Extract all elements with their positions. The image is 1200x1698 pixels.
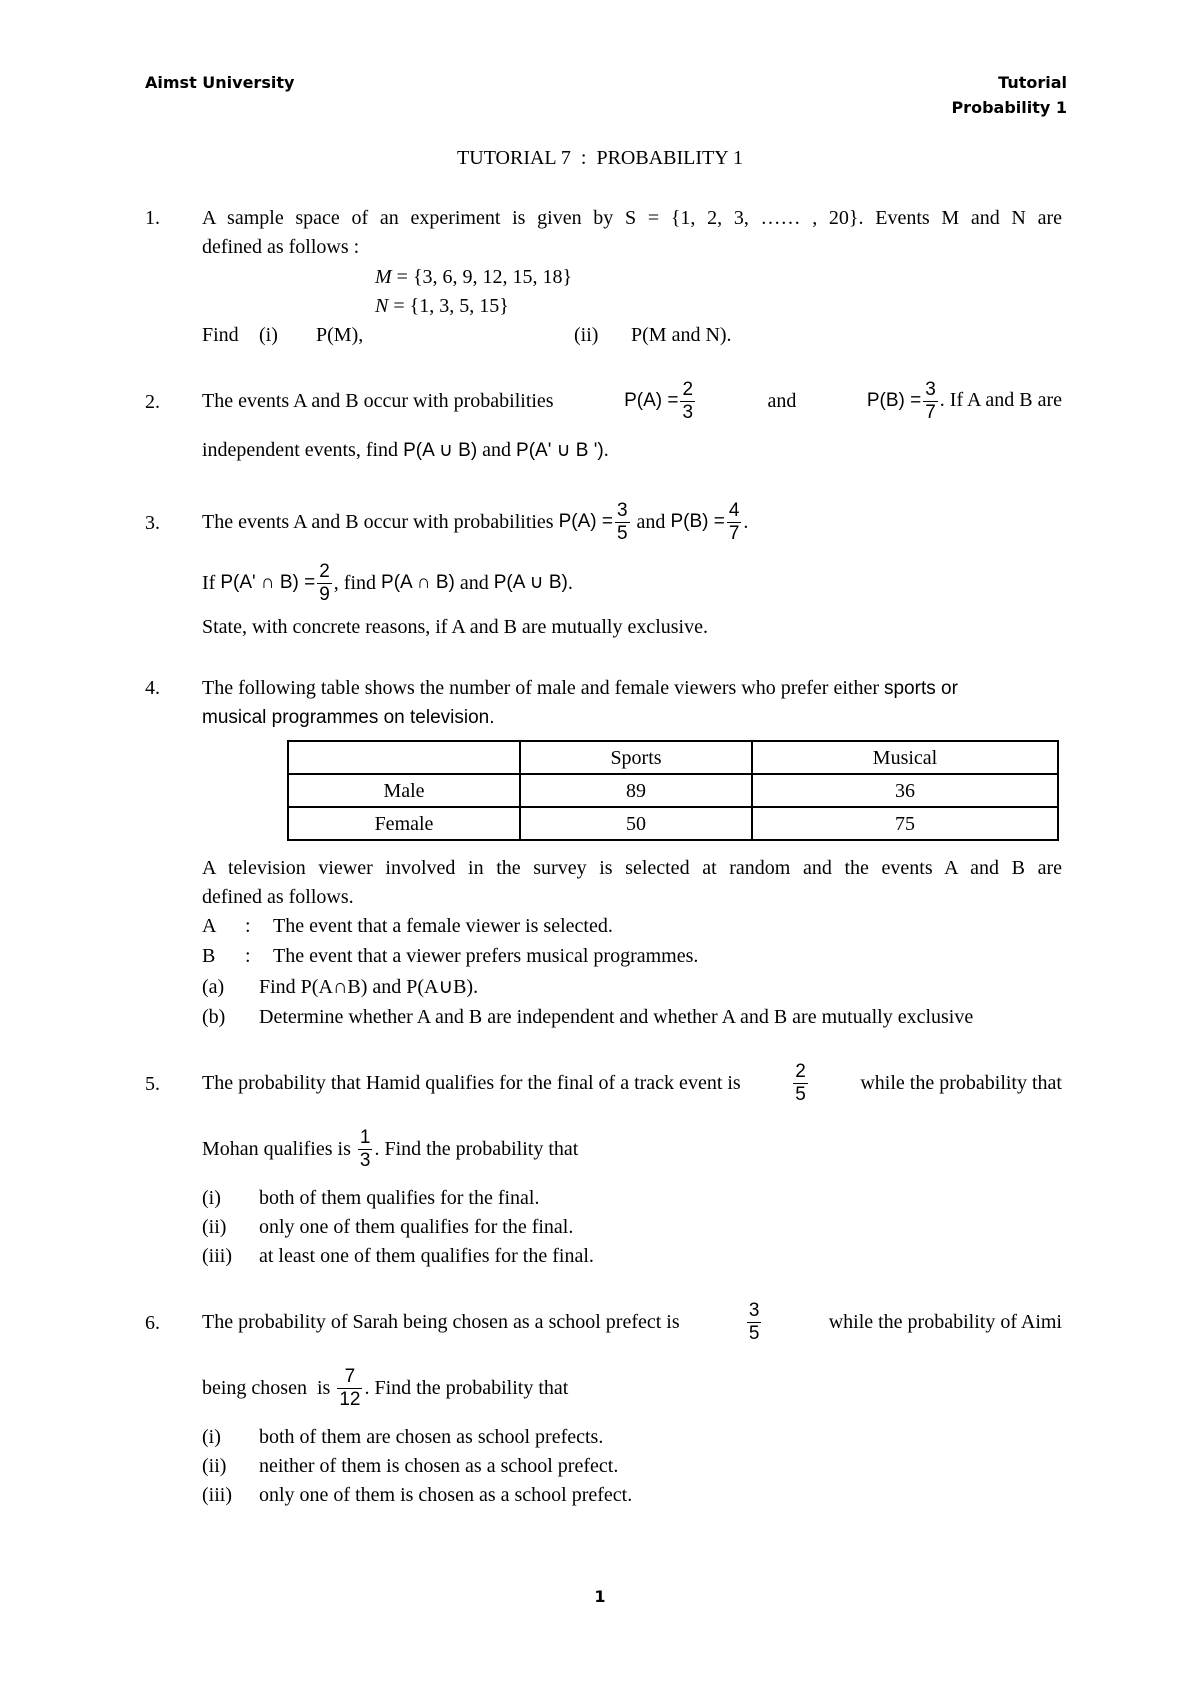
question-text: defined as follows. — [202, 886, 354, 908]
numerator: 2 — [795, 1060, 806, 1082]
event-definition: The event that a viewer prefers musical programmes. — [273, 945, 699, 967]
question-text: and — [636, 511, 666, 533]
denominator: 5 — [795, 1083, 806, 1105]
math-text: P(A' ∩ B) = — [220, 571, 316, 593]
question-text: being chosen is — [202, 1377, 331, 1399]
part-label: (ii) — [202, 1216, 227, 1238]
question-text: . — [603, 439, 609, 461]
part-label: (i) — [202, 1187, 221, 1209]
fraction — [747, 1300, 762, 1345]
question-text: If — [202, 572, 216, 594]
part-text: only one of them is chosen as a school prefect. — [259, 1484, 633, 1506]
fraction — [727, 500, 742, 545]
question-text: A sample space of an experiment is given by S = {1, 2, 3, …… , 20}. Events M and N are — [202, 207, 1062, 229]
table-header-cell: Musical — [752, 741, 1058, 774]
question-text: and — [459, 572, 489, 594]
denominator: 3 — [682, 401, 694, 423]
part-label: (iii) — [202, 1245, 232, 1267]
part-label: (ii) — [202, 1455, 227, 1477]
part-label: (b) — [202, 1006, 226, 1028]
set-m — [375, 264, 572, 290]
question-text: and — [482, 439, 512, 461]
question-text: while the probability that — [860, 1072, 1062, 1094]
numerator: 3 — [748, 1299, 760, 1321]
part-text: both of them qualifies for the final. — [259, 1187, 540, 1209]
table-header-cell: Sports — [520, 741, 752, 774]
part-label: (i) — [202, 1426, 221, 1448]
fraction — [317, 561, 332, 606]
fraction — [358, 1127, 373, 1172]
numerator: 7 — [337, 1366, 362, 1389]
part-text: P(M), — [316, 324, 364, 346]
question-line — [202, 1294, 1062, 1350]
event-label: B — [202, 945, 216, 967]
denominator: 9 — [319, 583, 330, 605]
math-text: P(A ∩ B) — [381, 571, 455, 593]
question-text: The events A and B occur with probabilities — [202, 390, 554, 412]
fraction — [680, 379, 695, 424]
question-text: State, with concrete reasons, if A and B are mutually exclusive. — [202, 616, 708, 638]
question-text: The probability that Hamid qualifies for the final of a track event is — [202, 1072, 741, 1094]
part-label: (a) — [202, 976, 225, 998]
part-label: (i) — [259, 324, 278, 346]
math-text: P(A) = — [624, 389, 679, 411]
math-text: P(A ∪ B) — [493, 571, 568, 593]
part-text: Find P(A∩B) and P(A∪B). — [259, 976, 479, 998]
question-text: while the probability of Aimi — [828, 1311, 1062, 1333]
question-line — [202, 373, 1062, 429]
set-variable: M — [375, 266, 392, 288]
numerator: 3 — [616, 499, 628, 521]
question-text: sports or — [883, 678, 958, 699]
set-elements: = {1, 3, 5, 15} — [388, 295, 509, 317]
event-label: A — [202, 915, 217, 937]
question-text: . — [567, 572, 573, 594]
question-text: Mohan qualifies is — [202, 1138, 351, 1160]
question-text: , find — [333, 572, 377, 594]
question-text: The events A and B occur with probabilities — [202, 511, 554, 533]
page-title: TUTORIAL 7 : PROBABILITY 1 — [457, 147, 743, 169]
part-text: only one of them qualifies for the final. — [259, 1216, 574, 1238]
find-label: Find — [202, 324, 239, 346]
table-cell: 89 — [520, 774, 752, 807]
table-row — [288, 807, 1058, 840]
denominator: 12 — [339, 1388, 361, 1410]
viewers-table — [287, 740, 1059, 841]
event-colon: : — [245, 915, 251, 937]
part-text: neither of them is chosen as a school prefect. — [259, 1455, 619, 1477]
question-line — [202, 1360, 568, 1416]
table-cell: Male — [288, 774, 520, 807]
part-label: (iii) — [202, 1484, 232, 1506]
table-row — [288, 774, 1058, 807]
question-line — [202, 555, 573, 611]
question-text: and — [767, 390, 797, 412]
probability-expr — [867, 379, 1062, 424]
denominator: 7 — [728, 522, 740, 544]
question-text: independent events, find — [202, 439, 399, 461]
question-number: 5. — [145, 1073, 160, 1095]
question-number: 3. — [145, 512, 160, 534]
set-elements: = {3, 6, 9, 12, 15, 18} — [391, 266, 573, 288]
denominator: 5 — [748, 1322, 760, 1344]
event-definition: The event that a female viewer is selected. — [273, 915, 613, 937]
fraction — [337, 1366, 362, 1411]
question-text: . If A and B are — [939, 388, 1062, 411]
math-text: P(A) = — [558, 510, 613, 532]
math-text: P(A' ∪ B ') — [516, 440, 604, 461]
header-institution: Aimst University — [145, 73, 295, 92]
numerator: 2 — [319, 560, 330, 582]
table-cell: 50 — [520, 807, 752, 840]
table-cell: 75 — [752, 807, 1058, 840]
part-text: both of them are chosen as school prefects. — [259, 1426, 604, 1448]
numerator: 2 — [682, 378, 694, 400]
question-line — [202, 1121, 578, 1177]
question-text: defined as follows : — [202, 236, 360, 258]
event-colon: : — [245, 945, 251, 967]
header-doc-type: Tutorial — [998, 73, 1067, 92]
question-line — [202, 1055, 1062, 1111]
denominator: 5 — [616, 522, 628, 544]
numerator: 1 — [359, 1126, 371, 1148]
table-header-row — [288, 741, 1058, 774]
part-text: at least one of them qualifies for the final. — [259, 1245, 594, 1267]
question-text: . Find the probability that — [374, 1138, 579, 1160]
header-topic: Probability 1 — [951, 98, 1067, 117]
numerator: 4 — [728, 499, 740, 521]
denominator: 3 — [359, 1149, 371, 1171]
part-text: Determine whether A and B are independent and whether A and B are mutually exclusive — [259, 1006, 974, 1028]
question-number: 2. — [145, 391, 160, 413]
numerator: 3 — [925, 378, 936, 400]
math-text: P(B) = — [866, 389, 922, 411]
question-text: musical programmes on television. — [202, 707, 495, 728]
question-text: A television viewer involved in the survey is selected at random and the events A and B are — [202, 857, 1062, 879]
question-number: 4. — [145, 677, 160, 699]
question-number: 6. — [145, 1312, 160, 1334]
table-cell — [288, 741, 520, 774]
question-line — [202, 437, 609, 464]
question-line — [202, 494, 748, 550]
table-cell: 36 — [752, 774, 1058, 807]
page-number: 1 — [594, 1587, 606, 1606]
math-text: P(A ∪ B) — [403, 440, 478, 461]
question-text: The following table shows the number of male and female viewers who prefer either — [202, 677, 879, 699]
set-variable: N — [375, 295, 389, 317]
fraction — [615, 500, 630, 545]
fraction — [923, 379, 938, 424]
math-text: P(B) = — [670, 510, 725, 532]
question-text: The probability of Sarah being chosen as a school prefect is — [202, 1311, 680, 1333]
probability-expr — [624, 379, 697, 424]
question-line — [202, 675, 958, 702]
set-n — [375, 293, 509, 319]
question-number: 1. — [145, 207, 160, 229]
denominator: 7 — [925, 401, 936, 423]
fraction — [793, 1061, 808, 1106]
part-label: (ii) — [574, 324, 599, 346]
table-cell: Female — [288, 807, 520, 840]
question-text: . — [743, 511, 749, 533]
part-text: P(M and N). — [631, 324, 732, 346]
question-text: . Find the probability that — [364, 1377, 569, 1399]
